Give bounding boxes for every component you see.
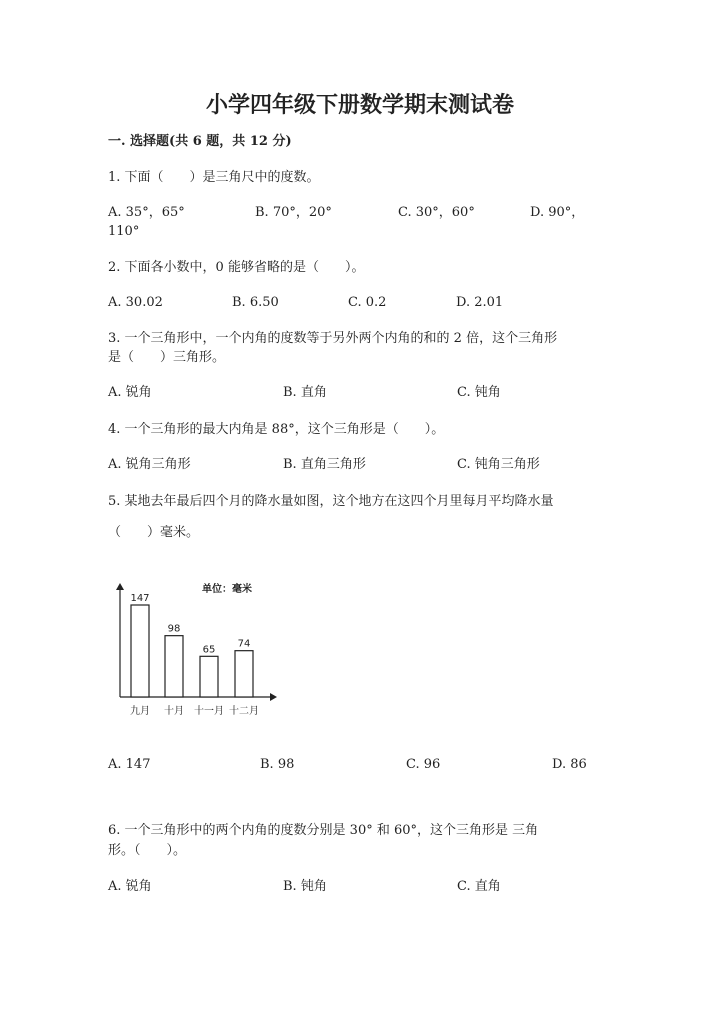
option-b[interactable]: B. 6.50	[232, 295, 279, 310]
option-d-cont: 110°	[108, 224, 140, 239]
option-d[interactable]: D. 86	[552, 757, 587, 772]
option-c[interactable]: C. 直角	[457, 879, 501, 894]
question-5: 5. 某地去年最后四个月的降水量如图，这个地方在这四个月里每月平均降水量	[108, 494, 554, 509]
y-axis-arrow-icon	[116, 583, 124, 590]
option-b[interactable]: B. 钝角	[283, 879, 327, 894]
option-a[interactable]: A. 35°，65°	[108, 205, 185, 220]
question-6-cont: 形。（ ）。	[108, 843, 187, 858]
category-label: 十一月	[194, 706, 224, 717]
bar-value-label: 147	[130, 593, 150, 604]
option-c[interactable]: C. 0.2	[348, 295, 387, 310]
bar-0	[131, 605, 149, 697]
question-3: 3. 一个三角形中，一个内角的度数等于另外两个内角的和的 2 倍，这个三角形	[108, 331, 558, 346]
rainfall-bar-chart	[100, 570, 300, 730]
question-6: 6. 一个三角形中的两个内角的度数分别是 30° 和 60°，这个三角形是 三角	[108, 823, 539, 838]
bar-value-label: 65	[202, 644, 216, 656]
option-b[interactable]: B. 98	[260, 757, 295, 772]
option-b[interactable]: B. 直角三角形	[283, 457, 366, 472]
option-a[interactable]: A. 锐角	[108, 385, 152, 400]
question-3-cont: 是（ ）三角形。	[108, 350, 226, 365]
bar-3	[235, 651, 253, 697]
question-1: 1. 下面（ ）是三角尺中的度数。	[108, 170, 320, 185]
option-d[interactable]: D. 90°，	[530, 205, 585, 220]
option-c[interactable]: C. 钝角三角形	[457, 457, 540, 472]
option-c[interactable]: C. 96	[406, 757, 441, 772]
page-title: 小学四年级下册数学期末测试卷	[205, 92, 514, 118]
option-a[interactable]: A. 锐角三角形	[108, 457, 191, 472]
option-a[interactable]: A. 30.02	[108, 295, 163, 310]
bar-1	[165, 636, 183, 697]
bar-value-label: 98	[167, 623, 181, 635]
option-c[interactable]: C. 钝角	[457, 385, 501, 400]
option-c[interactable]: C. 30°，60°	[398, 205, 475, 220]
option-b[interactable]: B. 70°，20°	[255, 205, 332, 220]
option-a[interactable]: A. 147	[108, 757, 151, 772]
chart-unit-label: 单位：毫米	[202, 584, 252, 595]
category-label: 十月	[164, 706, 184, 717]
bar-value-label: 74	[237, 638, 251, 650]
category-label: 九月	[130, 706, 150, 717]
question-2: 2. 下面各小数中，0 能够省略的是（ ）。	[108, 260, 365, 275]
question-5-cont: （ ）毫米。	[108, 525, 200, 540]
category-label: 十二月	[229, 706, 259, 717]
question-4: 4. 一个三角形的最大内角是 88°，这个三角形是（ ）。	[108, 422, 445, 437]
bar-2	[200, 656, 218, 697]
x-axis-arrow-icon	[270, 693, 277, 701]
option-d[interactable]: D. 2.01	[456, 295, 504, 310]
section-heading: 一. 选择题(共 6 题，共 12 分)	[108, 134, 292, 149]
option-b[interactable]: B. 直角	[283, 385, 327, 400]
option-a[interactable]: A. 锐角	[108, 879, 152, 894]
